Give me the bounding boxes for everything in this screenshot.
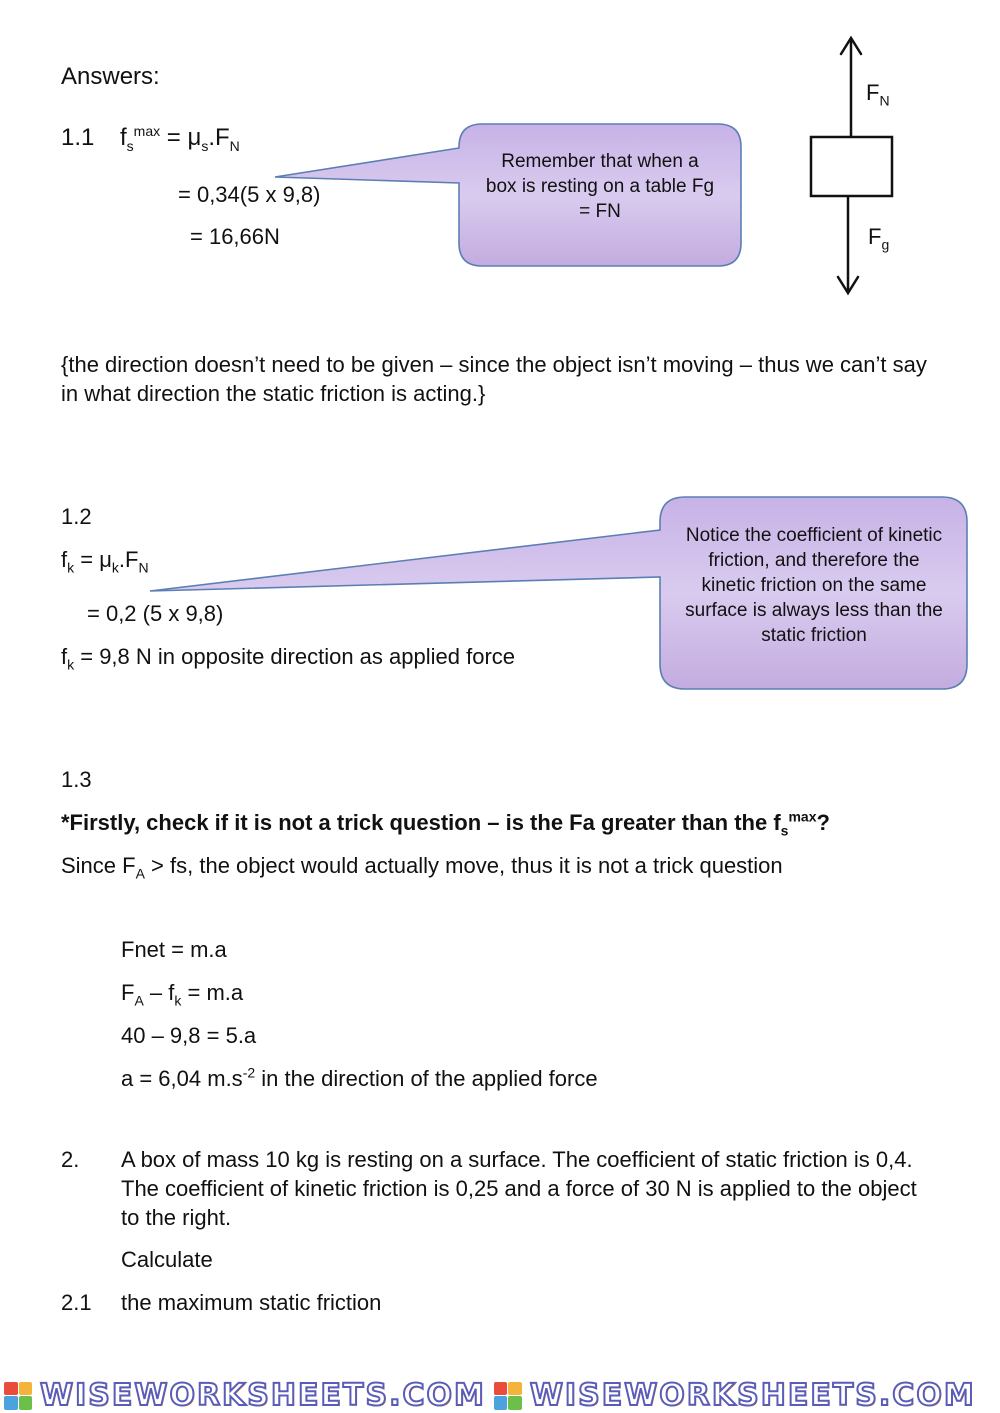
q1-1-number: 1.1 — [61, 124, 95, 151]
note-direction: {the direction doesn’t need to be given – since the object isn’t moving – thus we can’t say in what direction the static friction is acting.} — [61, 352, 927, 406]
q2-1-number: 2.1 — [61, 1290, 92, 1315]
callout-1-text: Remember that when a box is resting on a table Fg = FN — [485, 151, 715, 222]
q1-2-formula: $f_k = \mu_k.F_N$ — [61, 547, 149, 576]
q2-text: A box of mass 10 kg is resting on a surface. The coefficient of static friction is 0,4. The coefficient of kinetic friction is 0,25 and a force of 30 N is applied to the object to the right. — [121, 1147, 917, 1230]
fn-label: $F_N$ — [866, 80, 890, 109]
force-diagram — [811, 38, 892, 293]
q1-3-eq4: a = 6,04 $m.s^{-2}$ in the direction of the applied force — [121, 1064, 598, 1091]
q1-3-eq3: 40 – 9,8 = 5.a — [121, 1023, 257, 1048]
q2-1-text: the maximum static friction — [121, 1290, 382, 1315]
q1-3-eq2: $F_A - f_k = m.a$ — [121, 980, 244, 1009]
watermark-text-2: WISEWORKSHEETS.COM — [529, 1378, 976, 1413]
callout-2-text: Notice the coefficient of kinetic friction, and therefore the kinetic friction on the same surface is always less than the static friction — [685, 525, 943, 646]
q1-2-line3: $f_k = 9,8$ N in opposite direction as applied force — [61, 644, 516, 673]
answers-heading: Answers: — [61, 63, 160, 90]
watermark-logo-icon-2 — [494, 1382, 522, 1410]
q1-1-line2: = 0,34(5 x 9,8) — [178, 182, 321, 207]
q1-3-number: 1.3 — [61, 767, 92, 792]
q1-2-line2: = 0,2 (5 x 9,8) — [87, 601, 224, 626]
fg-label: $F_g$ — [868, 224, 890, 253]
watermark-footer — [0, 1378, 1000, 1413]
q2-number: 2. — [61, 1147, 80, 1172]
q1-2-number: 1.2 — [61, 504, 92, 529]
watermark-text: WISEWORKSHEETS.COM — [40, 1378, 486, 1413]
q1-3-since: Since $F_A$ > fs, the object would actually move, thus it is not a trick question — [61, 853, 783, 882]
q1-1-formula: $f_s^{max} = \mu_s.F_N$ — [120, 123, 240, 154]
q1-1-line3: = 16,66N — [190, 224, 280, 249]
watermark-logo-icon — [4, 1382, 32, 1410]
box — [811, 137, 892, 196]
q1-3-eq1: Fnet = m.a — [121, 937, 227, 962]
q1-3-trick-question: *Firstly, check if it is not a trick question – is the Fa greater than the $f_s^{max}$? — [61, 808, 830, 839]
q2-calculate: Calculate — [121, 1247, 213, 1272]
